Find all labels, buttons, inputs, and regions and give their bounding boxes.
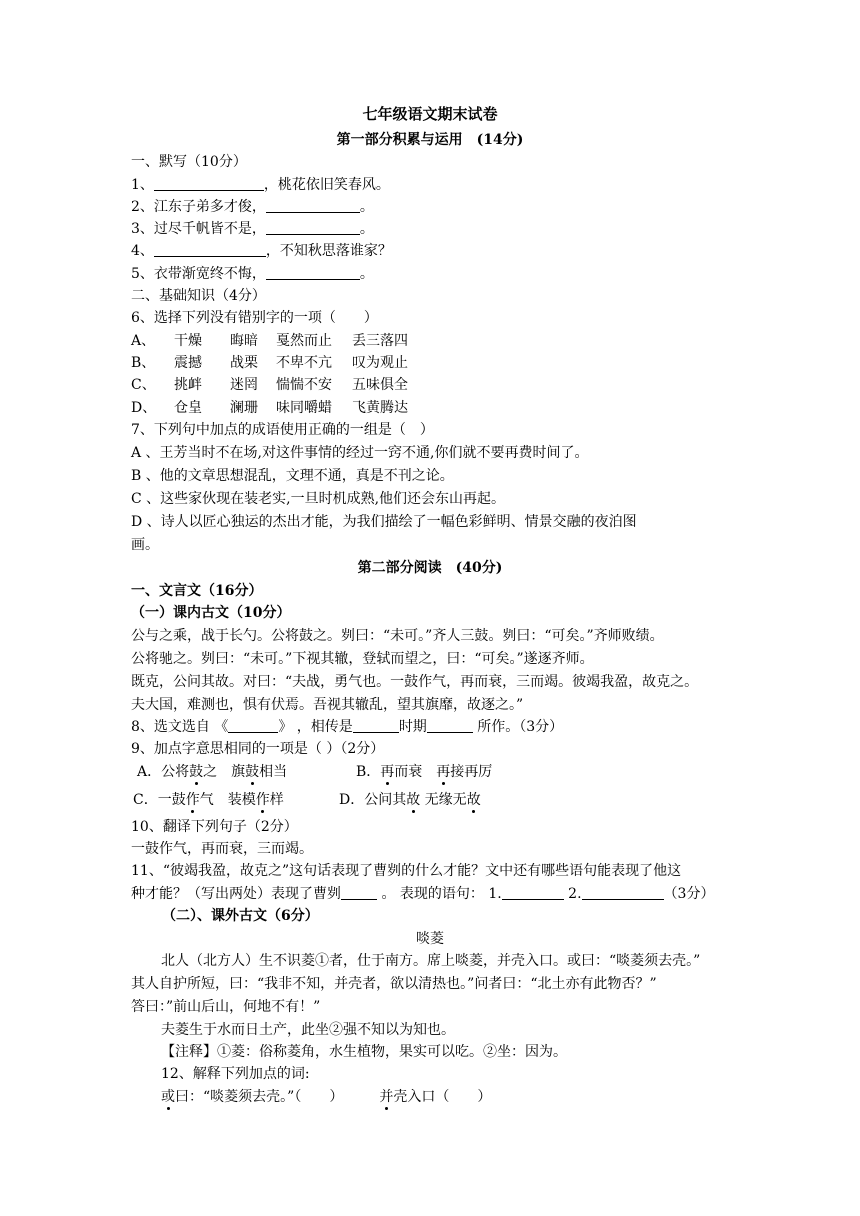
answer-blank[interactable]: [427, 718, 473, 733]
question-9-stem: 9、加点字意思相同的一项是（ ）（2分）: [131, 741, 385, 757]
question-7-stem: 7、下列句中加点的成语使用正确的一组是（ ）: [131, 422, 434, 438]
q6-option-b: B、 震撼 战栗 不卑不亢 叹为观止: [131, 355, 408, 371]
passage-line: 夫菱生于水而日土产，此坐②强不知以为知也。: [161, 1022, 455, 1038]
q7-option-d-cont: 画。: [131, 537, 159, 553]
answer-blank[interactable]: [341, 885, 377, 900]
q6-option-a: A、 干燥 晦暗 戛然而止 丢三落四: [131, 333, 408, 349]
answer-blank[interactable]: [154, 242, 266, 257]
q7-option-d: D 、诗人以匠心独运的杰出才能，为我们描绘了一幅色彩鲜明、情景交融的夜泊图: [131, 514, 637, 530]
question-11-line2: 种才能？（写出两处）表现了曹刿 。 表现的语句： 1. 2. （3分）: [131, 886, 715, 902]
passage-line: 答曰：”前山后山，何地不有！”: [131, 999, 321, 1015]
answer-blank[interactable]: [353, 718, 399, 733]
passage-line: 既克，公问其故。对曰：“夫战，勇气也。一鼓作气，再而衰，三而竭。彼竭我盈，故克之。: [131, 674, 699, 690]
question-1: 1、 ，桃花依旧笑春风。: [131, 177, 390, 193]
q9-option-d: D．公问其故 无缘无故: [339, 792, 481, 808]
q9-option-b: B．再而衰 再接再厉: [356, 764, 493, 780]
passage-line: 北人（北方人）生不识菱①者，仕于南方。席上啖菱，并壳入口。或曰：“啖菱须去壳。”: [161, 953, 701, 969]
q6-option-c: C、 挑衅 迷罔 惴惴不安 五味俱全: [131, 377, 408, 393]
passage-title: 啖菱: [416, 931, 444, 947]
question-12-items: 或曰：“啖菱须去壳。”（ ） 并壳入口（ ）: [161, 1089, 492, 1105]
question-4: 4、 ，不知秋思落谁家？: [131, 243, 392, 259]
section-heading: 二、基础知识（4分）: [131, 288, 266, 304]
passage-line: 公与之乘，战于长勺。公将鼓之。刿曰：“未可。”齐人三鼓。刿曰：“可矣。”齐师败绩。: [131, 628, 664, 644]
question-3: 3、过尽千帆皆不是， 。: [131, 221, 374, 237]
part2-heading: 第二部分阅读 (40分): [357, 560, 503, 576]
answer-blank[interactable]: [266, 220, 360, 235]
annotation-note: 【注释】①菱：俗称菱角，水生植物，果实可以吃。②坐：因为。: [161, 1044, 567, 1060]
answer-blank[interactable]: [228, 718, 278, 733]
question-5: 5、衣带渐宽终不悔， 。: [131, 266, 374, 282]
question-2: 2、江东子弟多才俊， 。: [131, 199, 374, 215]
section-heading: 一、文言文（16分）: [131, 583, 263, 599]
answer-blank[interactable]: [266, 198, 360, 213]
section-heading: 一、默写（10分）: [131, 154, 247, 170]
part1-heading: 第一部分积累与运用 (14分): [336, 132, 524, 148]
q9-option-a: A．公将鼓之 旗鼓相当: [137, 764, 288, 780]
question-6-stem: 6、选择下列没有错别字的一项（ ）: [131, 310, 378, 326]
subsection-heading: （一）课内古文（10分）: [131, 605, 291, 621]
passage-line: 夫大国，难测也，惧有伏焉。吾视其辙乱，望其旗靡，故逐之。”: [131, 697, 524, 713]
question-12-stem: 12、解释下列加点的词:: [161, 1066, 310, 1082]
page-title: 七年级语文期末试卷: [362, 105, 498, 123]
question-10-stem: 10、翻译下列句子（2分）: [131, 819, 298, 835]
q6-option-d: D、 仓皇 澜珊 味同嚼蜡 飞黄腾达: [131, 400, 408, 416]
question-11-line1: 11、“彼竭我盈，故克之”这句话表现了曹刿的什么才能？文中还有哪些语句能表现了他这: [131, 863, 682, 879]
q7-option-c: C 、这些家伙现在装老实,一旦时机成熟,他们还会东山再起。: [131, 491, 506, 507]
answer-blank[interactable]: [502, 885, 564, 900]
q7-option-a: A 、王芳当时不在场,对这件事情的经过一窍不通,你们就不要再费时间了。: [131, 445, 589, 461]
subsection-heading: （二）、课外古文（6分）: [162, 908, 319, 924]
answer-blank[interactable]: [266, 265, 360, 280]
answer-blank[interactable]: [154, 176, 264, 191]
q7-option-b: B 、他的文章思想混乱，文理不通，真是不刊之论。: [131, 468, 454, 484]
question-10-sentence: 一鼓作气，再而衰，三而竭。: [131, 841, 313, 857]
passage-line: 公将驰之。刿曰：“未可。”下视其辙，登轼而望之，曰：“可矣。”遂逐齐师。: [131, 651, 594, 667]
q9-option-c: C．一鼓作气 装模作样: [133, 792, 284, 808]
passage-line: 其人自护所短，曰：“我非不知，并壳者，欲以清热也。”问者曰：“北土亦有此物否？”: [131, 976, 657, 992]
answer-blank[interactable]: [582, 885, 664, 900]
question-8: 8、选文选自 《 》 ，相传是 时期 所作。（3分）: [131, 719, 564, 735]
